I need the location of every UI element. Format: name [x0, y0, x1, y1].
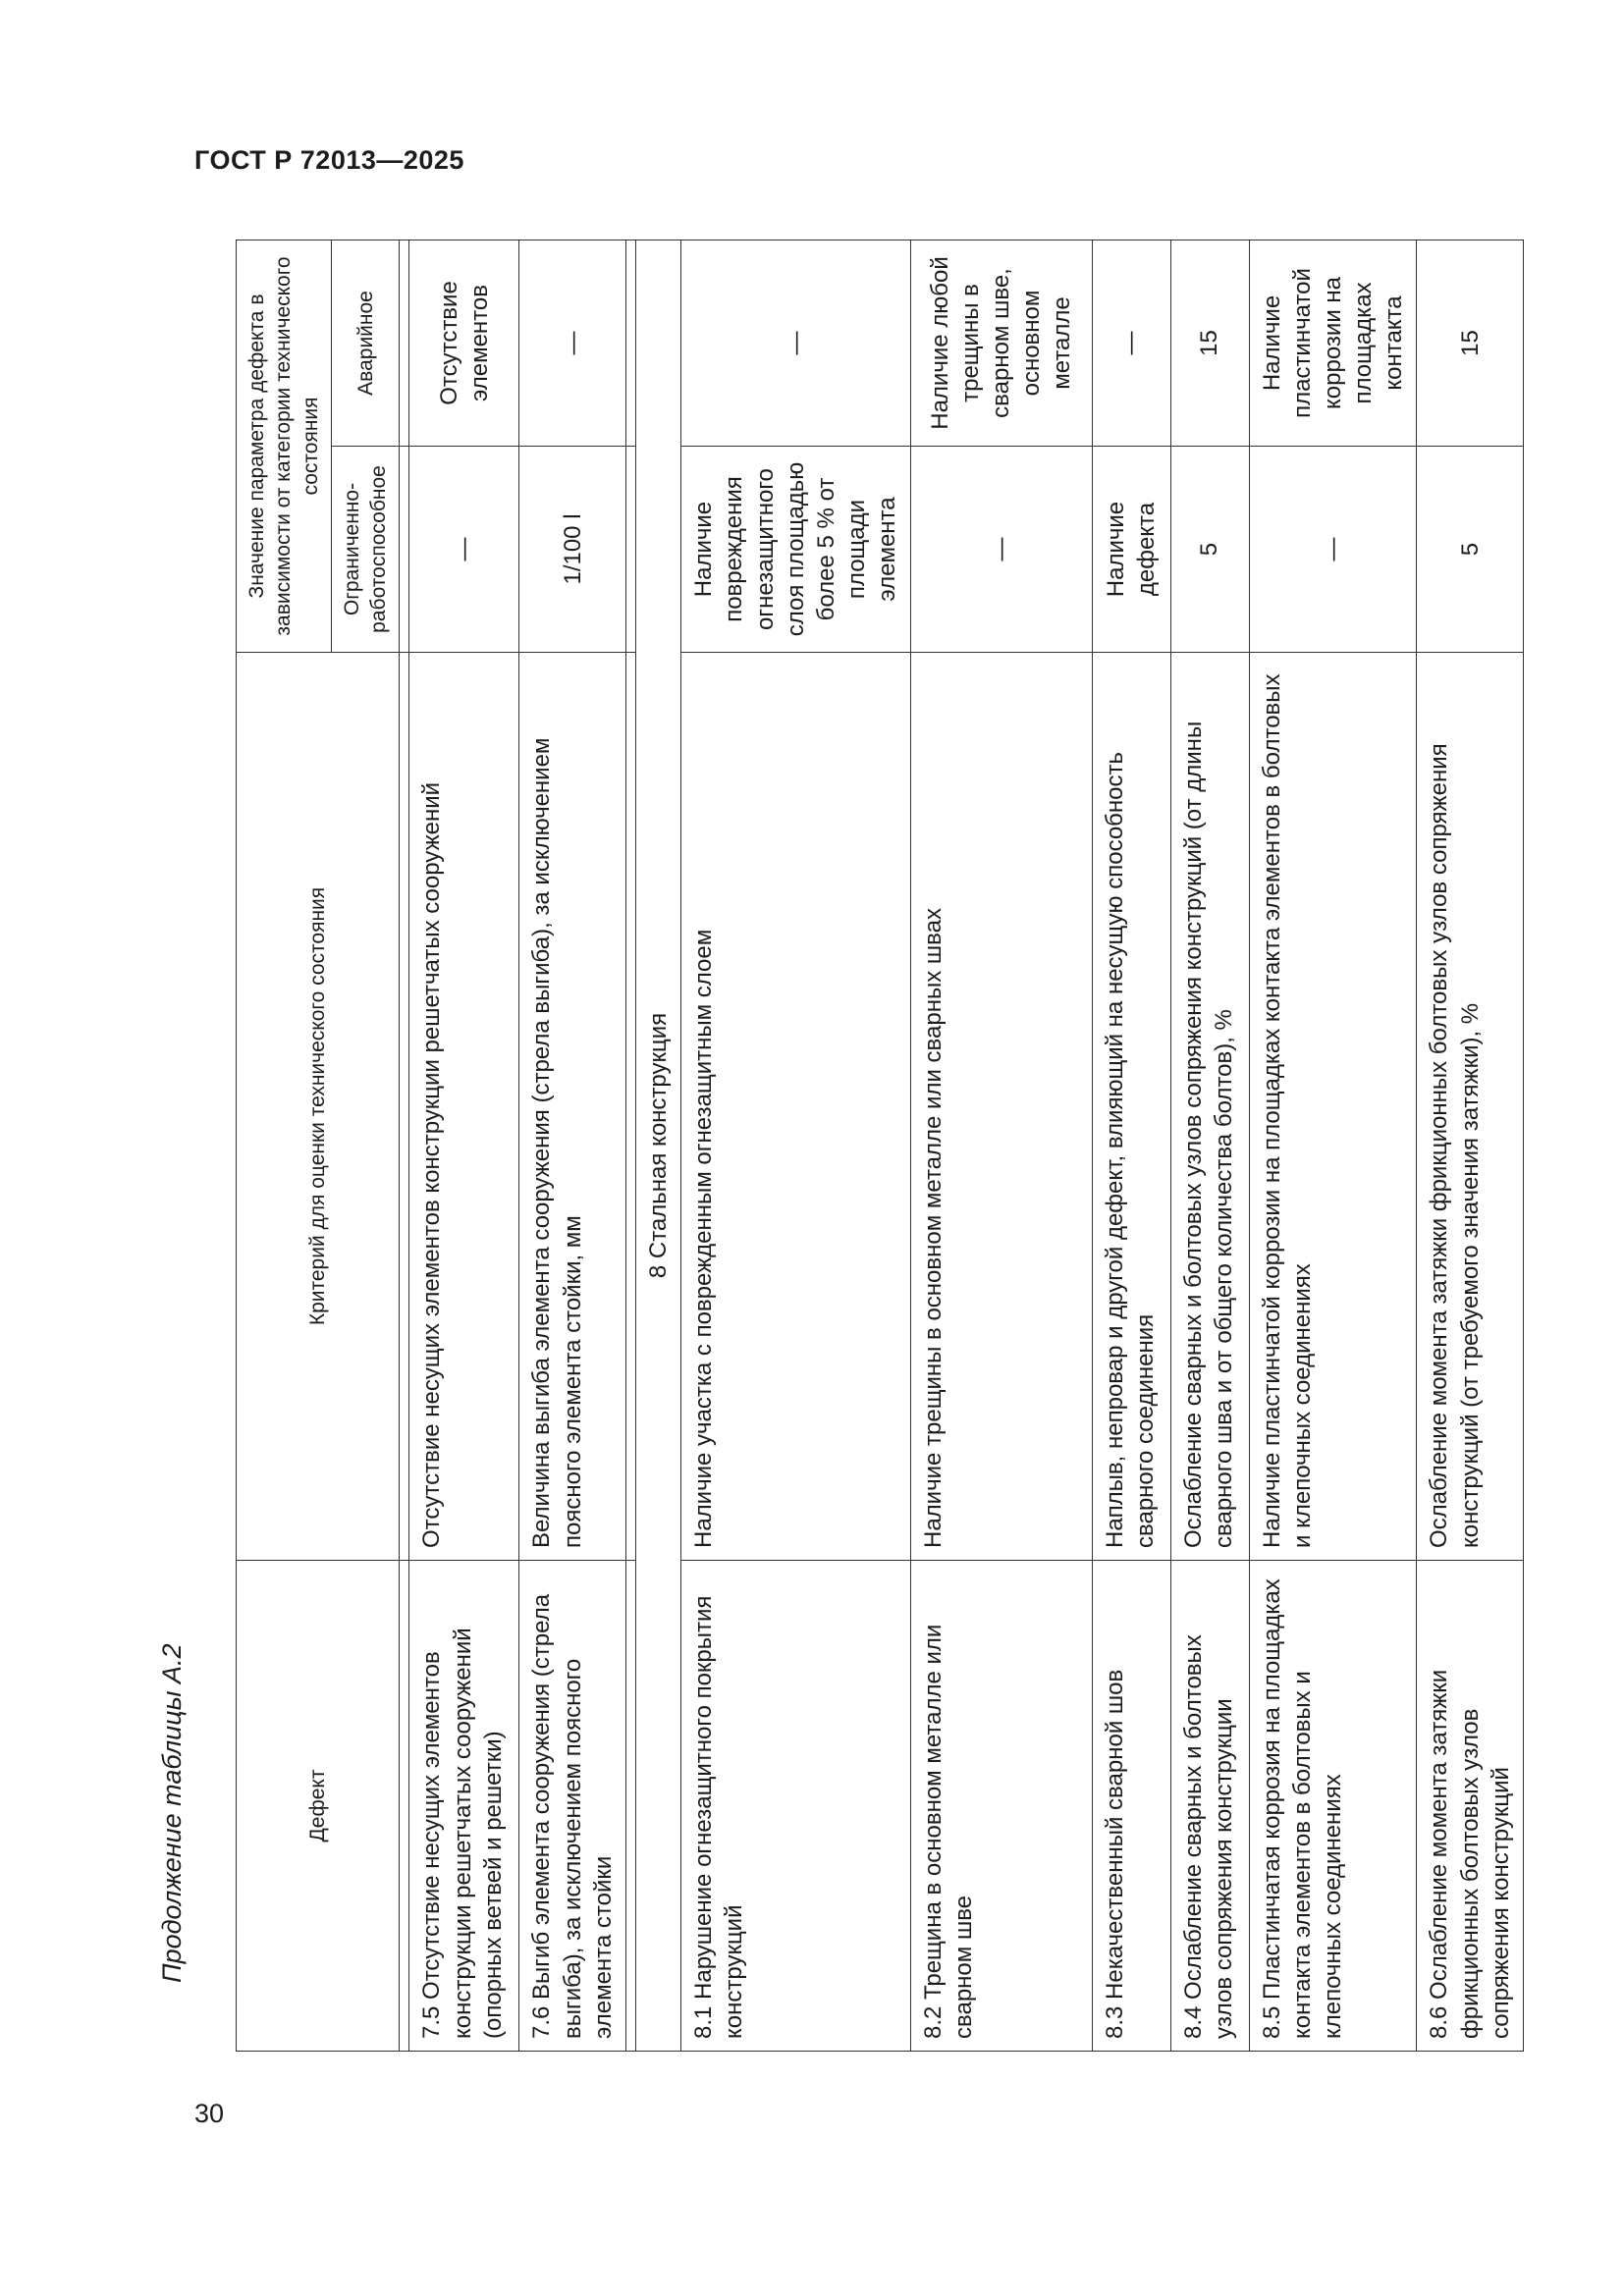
emergency-cell: — [1092, 240, 1170, 446]
emergency-cell: Наличие любой трещины в сварном шве, основном металле [910, 240, 1092, 446]
criterion-cell: Наличие трещины в основном металле или сварных швах [910, 653, 1092, 1561]
table-row [409, 240, 519, 2051]
header-value-group: Значение параметра дефекта в зависимости от категории технического состояния [237, 240, 332, 652]
table-row [1170, 240, 1249, 2051]
defect-cell: 8.2 Трещина в основном металле или сварном шве [910, 1561, 1092, 2052]
defect-cell: 8.4 Ослабление сварных и болтовых узлов сопряжения конструкции [1170, 1561, 1249, 2052]
section-title: 8 Стальная конструкция [636, 240, 681, 2051]
limited-cell: — [1249, 447, 1417, 653]
table-row [519, 240, 626, 2051]
header-emergency: Аварийное [331, 240, 400, 446]
emergency-cell: 15 [1417, 240, 1524, 446]
limited-cell: Наличие повреждения огнезащитного слоя площадью более 5 % от площади элемента [681, 447, 910, 653]
defect-cell: 8.3 Некачественный сварной шов [1092, 1561, 1170, 2052]
emergency-cell: — [681, 240, 910, 446]
defect-cell: 7.6 Выгиб элемента сооружения (стрела выгиба), за исключением поясного элемента стойки [519, 1561, 626, 2052]
table-row [910, 240, 1092, 2051]
table-row [1417, 240, 1524, 2051]
header-defect: Дефект [237, 1561, 400, 2052]
header-criterion: Критерий для оценки технического состояния [237, 653, 400, 1561]
emergency-cell: — [519, 240, 626, 446]
emergency-cell: Отсутствие элементов [409, 240, 519, 446]
limited-cell: Наличие дефекта [1092, 447, 1170, 653]
emergency-cell: 15 [1170, 240, 1249, 446]
limited-cell: 5 [1170, 447, 1249, 653]
criterion-cell: Ослабление сварных и болтовых узлов сопряжения конструкций (от длины сварного шва и от общего количества болтов), % [1170, 653, 1249, 1561]
criterion-cell: Наличие пластинчатой коррозии на площадках контакта элементов в болтовых и клепочных соединениях [1249, 653, 1417, 1561]
criterion-cell: Величина выгиба элемента сооружения (стрела выгиба), за исключением поясного элемента стойки, мм [519, 653, 626, 1561]
emergency-cell: Наличие пластинчатой коррозии на площадках контакта [1249, 240, 1417, 446]
document-header: ГОСТ Р 72013—2025 [194, 145, 464, 175]
limited-cell: 1/100 l [519, 447, 626, 653]
criterion-cell: Наличие участка с поврежденным огнезащитным слоем [681, 653, 910, 1561]
header-limited: Ограниченно-работоспособное [331, 447, 400, 653]
table-row [681, 240, 910, 2051]
criterion-cell: Наплыв, непровар и другой дефект, влияющий на несущую способность сварного соединения [1092, 653, 1170, 1561]
defect-cell: 8.5 Пластинчатая коррозия на площадках контакта элементов в болтовых и клепочных соединениях [1249, 1561, 1417, 2052]
defect-cell: 7.5 Отсутствие несущих элементов конструкции решетчатых сооружений (опорных ветвей и решетки) [409, 1561, 519, 2052]
criterion-cell: Ослабление момента затяжки фрикционных болтовых узлов сопряжения конструкций (от требуемого значения затяжки), % [1417, 653, 1524, 1561]
page-number: 30 [194, 2099, 225, 2128]
limited-cell: — [409, 447, 519, 653]
table-row [1092, 240, 1170, 2051]
criterion-cell: Отсутствие несущих элементов конструкции решетчатых сооружений [409, 653, 519, 1561]
defect-table [236, 240, 1524, 2052]
defect-cell: 8.6 Ослабление момента затяжки фрикционных болтовых узлов сопряжения конструкций [1417, 1561, 1524, 2052]
limited-cell: — [910, 447, 1092, 653]
table-caption: Продолжение таблицы А.2 [157, 1643, 187, 1983]
section-row [636, 240, 681, 2051]
table-row [1249, 240, 1417, 2051]
limited-cell: 5 [1417, 447, 1524, 653]
rotated-table-container [236, 240, 1514, 2052]
defect-cell: 8.1 Нарушение огнезащитного покрытия конструкций [681, 1561, 910, 2052]
